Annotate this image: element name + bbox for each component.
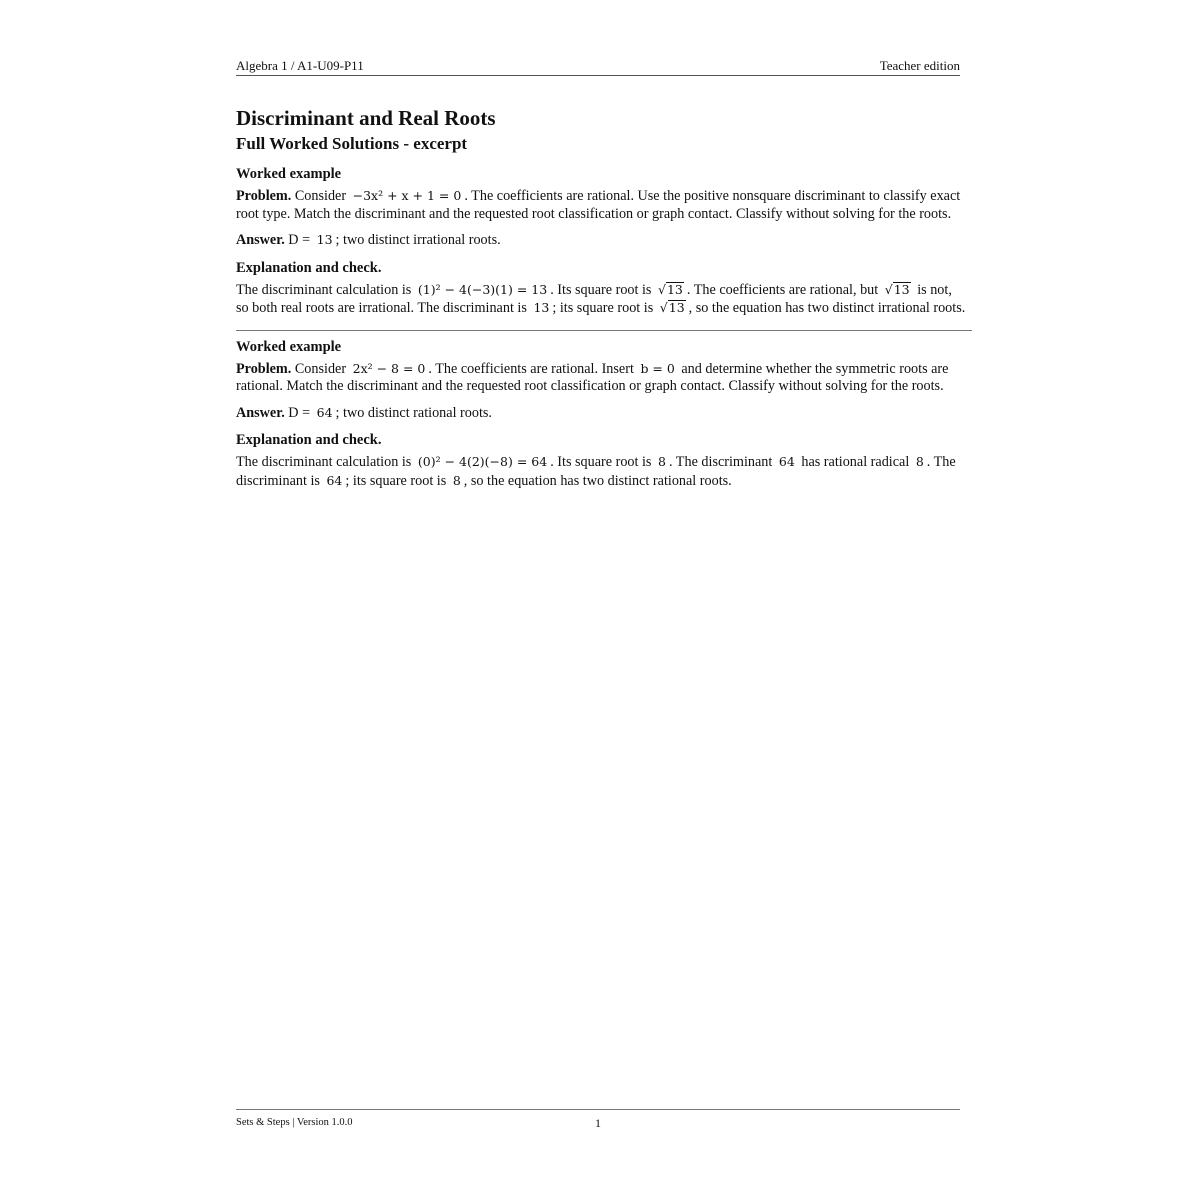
answer-value: 64 — [316, 404, 333, 420]
worked-example-1 — [236, 164, 966, 318]
problem-equation: −3x² + x + 1 = 0 — [352, 188, 462, 203]
answer-value: 13 — [316, 232, 333, 247]
edition-label: Teacher edition — [879, 58, 960, 73]
square-root-value: 8 — [658, 454, 666, 469]
example-heading: Worked example — [236, 166, 342, 182]
sqrt-intro: . Its square root is — [550, 281, 652, 298]
square-root-expression: √13 — [658, 281, 683, 297]
answer-label: Answer. — [236, 404, 285, 421]
worked-example-2 — [236, 337, 966, 491]
problem-text-2: and determine whether the symmetric roots are rational. Match the discriminant and the requested root classification or graph contact. Classify without solving for the roots. — [236, 360, 949, 394]
document-body — [236, 104, 966, 498]
conclusion-text: , so the equation has two distinct irrational roots. — [688, 300, 966, 316]
answer-label: Answer. — [236, 232, 285, 248]
problem-equation: 2x² − 8 = 0 — [352, 360, 426, 376]
calc-intro: The discriminant calculation is — [236, 281, 412, 298]
reason-text-1: . The coefficients are rational, but — [686, 281, 879, 298]
insert-expression: b = 0 — [640, 360, 675, 376]
page-number: 1 — [595, 1116, 601, 1130]
radicand: 13 — [893, 281, 910, 297]
radicand: 13 — [668, 300, 685, 315]
problem-text: . The coefficients are rational. Use the positive nonsquare discriminant to classify exact root type. Match the discriminant and the requested root classification or graph contact. Classify without solving for the roots. — [236, 188, 961, 222]
sqrt-intro-2: ; its square root is — [345, 472, 447, 489]
reason-text-3: . The discriminant is — [236, 454, 956, 489]
answer-paragraph — [236, 231, 966, 250]
answer-d: D = — [288, 404, 311, 421]
square-root-expression: √13 — [659, 300, 685, 315]
calc-intro: The discriminant calculation is — [236, 454, 412, 470]
discriminant-value: 13 — [533, 300, 550, 315]
radicand: 13 — [666, 281, 683, 297]
page-header — [236, 57, 960, 76]
page-title: Discriminant and Real Roots — [236, 106, 496, 130]
square-root-value: 8 — [452, 472, 461, 488]
footer-brand: Sets & Steps | Version 1.0.0 — [236, 1117, 353, 1128]
discriminant-value: 64 — [778, 454, 795, 469]
calc-expression: (0)² − 4(2)(−8) = 64 — [417, 454, 548, 469]
discriminant-value: 64 — [326, 472, 343, 488]
problem-intro: Consider — [294, 360, 347, 377]
problem-paragraph — [236, 360, 966, 396]
problem-intro: Consider — [294, 188, 347, 204]
reason-text-2: has rational radical — [801, 454, 910, 470]
problem-paragraph — [236, 187, 966, 223]
example-heading: Worked example — [236, 338, 342, 355]
page-footer — [236, 1109, 960, 1140]
explanation-heading: Explanation and check. — [236, 432, 382, 448]
problem-text-1: . The coefficients are rational. Insert — [428, 360, 634, 377]
course-label: Algebra 1 / A1-U09-P11 — [236, 58, 364, 73]
conclusion-text: , so the equation has two distinct rational roots. — [463, 472, 732, 489]
reason-text-2: is not, so both real roots are irrational. The discriminant is — [236, 281, 952, 316]
answer-text: ; two distinct rational roots. — [335, 404, 492, 421]
problem-label: Problem. — [236, 360, 292, 377]
reason-text-1: . The discriminant — [668, 454, 773, 470]
section-divider — [236, 330, 972, 331]
answer-paragraph — [236, 404, 966, 423]
radical-value: 8 — [915, 454, 924, 469]
calc-expression: (1)² − 4(−3)(1) = 13 — [417, 281, 548, 297]
sqrt-intro-2: ; its square root is — [552, 300, 654, 316]
answer-d: D = — [288, 232, 311, 248]
explanation-heading: Explanation and check. — [236, 259, 382, 276]
answer-text: ; two distinct irrational roots. — [335, 232, 501, 248]
sqrt-intro: . Its square root is — [550, 454, 652, 470]
square-root-expression: √13 — [884, 281, 910, 297]
explanation-paragraph — [236, 281, 966, 318]
page-subtitle: Full Worked Solutions - excerpt — [236, 134, 468, 153]
problem-label: Problem. — [236, 188, 292, 204]
explanation-paragraph — [236, 453, 966, 490]
